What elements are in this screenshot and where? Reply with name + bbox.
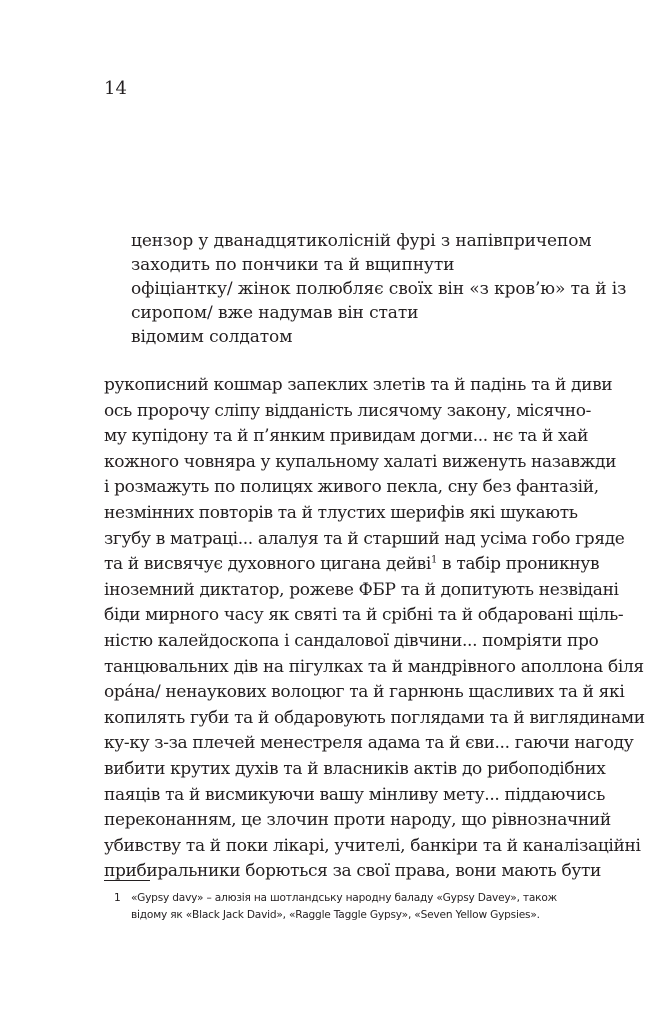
body-line: ора́на/ ненаукових волоцюг та й гарнюнь щасливих та й які [104,682,625,703]
body-line: ністю калейдоскопа і сандалової дівчини... помріяти про [104,630,599,651]
stanza-line: заходить по пончики та й вщипнути [131,255,455,275]
body-line: згубу в матраці... алалуя та й старший над усіма гобо гряде [104,528,625,549]
body-line: кожного човняра у купальному халаті виженуть назавжди [104,451,617,472]
body-line: прибиральники борються за свої права, вони мають бути [104,861,602,882]
body-paragraph [104,373,645,885]
stanza-line: сиропом/ вже надумав він стати [131,303,419,323]
body-text-fragment: в табір проникнув [437,554,600,575]
body-line: іноземний диктатор, рожеве ФБР та й допитують незвідані [104,579,619,600]
body-line: убивству та й поки лікарі, учителі, банкіри та й каналізаційні [104,835,641,856]
body-line: копилять губи та й обдаровують поглядами та й виглядинами [104,707,645,728]
body-line-with-footnote [104,552,600,578]
footnote-reference[interactable]: 1 [430,554,437,566]
body-line: біди мирного часу як святі та й срібні та й обдаровані щіль- [104,605,624,626]
body-line: рукописний кошмар запеклих злетів та й падінь та й диви [104,375,613,395]
body-line: танцювальних дів на пігулках та й мандрівного аполлона біля [104,656,644,677]
stanza-line: цензор у дванадцятиколісній фурі з напівпричепом [131,231,592,251]
body-line: ось пророчу сліпу відданість лисячому закону, місячно- [104,400,591,421]
footnote-number: 1 [114,892,121,904]
stanza-line: відомим солдатом [131,327,293,347]
footnote [104,890,584,924]
page-number: 14 [104,78,127,99]
body-line: і розмажуть по полицях живого пекла, сну без фантазій, [104,477,599,498]
body-text-fragment: та й висвячує духовного цигана дейві [104,554,431,575]
stanza-line: офіціантку/ жінок полюбляє своїх він «з кров’ю» та й із [131,279,627,299]
body-line: паяців та й висмикуючи вашу мінливу мету... піддаючись [104,784,605,805]
body-line: переконанням, це злочин проти народу, що рівнозначний [104,810,611,831]
body-line: вибити крутих духів та й власників актів до рибоподібних [104,758,606,779]
body-line: му купідону та й п’янким привидам догми... нє та й хай [104,426,589,447]
body-line: ку-ку з-за плечей менестреля адама та й єви... гаючи нагоду [104,733,634,754]
poem-stanza [131,229,627,349]
body-line: незмінних повторів та й тлустих шерифів які шукають [104,502,578,523]
footnote-divider [104,880,150,881]
footnote-text: відому як «Black Jack David», «Raggle Taggle Gypsy», «Seven Yellow Gypsies». [131,909,540,921]
footnote-text: «Gypsy davy» – алюзія на шотландську народну баладу «Gypsy Davey», також [131,892,558,904]
